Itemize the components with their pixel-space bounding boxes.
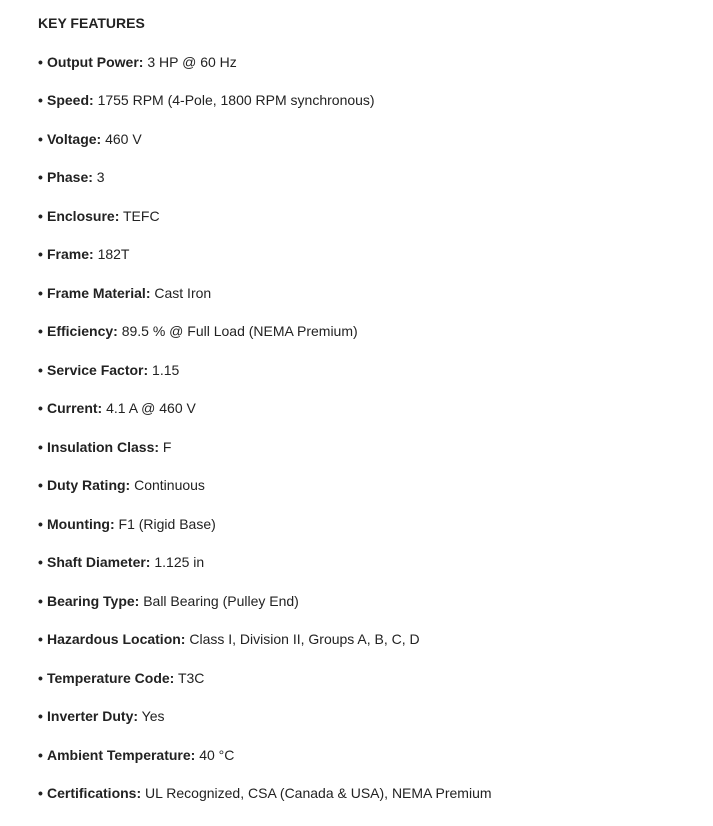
feature-item [38,630,713,669]
feature-label: Hazardous Location: [47,631,186,647]
feature-label: Duty Rating: [47,477,131,493]
bullet-marker: • [38,130,43,147]
feature-value: Ball Bearing (Pulley End) [139,592,299,609]
bullet-marker: • [38,631,43,647]
feature-value: F1 (Rigid Base) [114,515,216,532]
feature-label: Service Factor: [47,361,149,378]
feature-value: Yes [138,708,165,724]
feature-value: UL Recognized, CSA (Canada & USA), NEMA Premium [141,785,492,801]
feature-item [38,515,713,554]
feature-item [38,130,713,169]
bullet-marker: • [38,438,43,455]
bullet-marker: • [38,400,43,416]
feature-label: Bearing Type: [47,592,140,609]
feature-item [38,284,713,323]
feature-label: Frame: [47,246,94,262]
feature-value: 3 HP @ 60 Hz [143,53,237,70]
feature-label: Phase: [47,169,93,185]
bullet-marker: • [38,746,43,763]
bullet-marker: • [38,515,43,532]
feature-label: Shaft Diameter: [47,554,151,570]
feature-item [38,361,713,400]
feature-label: Certifications: [47,785,142,801]
feature-label: Enclosure: [47,207,120,224]
feature-item [38,746,713,785]
feature-item [38,207,713,246]
feature-item [38,438,713,477]
section-heading: KEY FEATURES [38,15,145,31]
feature-value: T3C [174,669,205,686]
feature-item [38,669,713,708]
feature-item [38,553,713,592]
feature-item [38,784,713,823]
feature-value: 1.15 [148,361,180,378]
feature-value: 3 [92,169,105,185]
bullet-marker: • [38,284,43,301]
feature-item [38,91,713,130]
feature-label: Inverter Duty: [47,708,139,724]
feature-value: 182T [93,246,130,262]
bullet-marker: • [38,207,43,224]
feature-label: Output Power: [47,53,144,70]
feature-value: 4.1 A @ 460 V [102,400,196,416]
feature-item [38,322,713,361]
feature-item [38,592,713,631]
bullet-marker: • [38,592,43,609]
feature-label: Ambient Temperature: [47,746,196,763]
feature-value: F [159,438,172,455]
feature-item [38,53,713,92]
feature-item [38,476,713,515]
feature-value: TEFC [119,207,160,224]
feature-label: Speed: [47,92,94,108]
feature-label: Insulation Class: [47,438,160,455]
bullet-marker: • [38,477,43,493]
feature-label: Voltage: [47,130,102,147]
feature-value: 89.5 % @ Full Load (NEMA Premium) [117,323,358,339]
feature-label: Temperature Code: [47,669,175,686]
bullet-marker: • [38,323,43,339]
bullet-marker: • [38,53,43,70]
feature-value: 40 °C [195,746,235,763]
feature-value: Cast Iron [150,284,212,301]
feature-item [38,707,713,746]
feature-value: Class I, Division II, Groups A, B, C, D [185,631,420,647]
feature-value: 1.125 in [150,554,205,570]
feature-item [38,399,713,438]
feature-value: 1755 RPM (4-Pole, 1800 RPM synchronous) [93,92,375,108]
bullet-marker: • [38,708,43,724]
feature-value: 460 V [101,130,142,147]
feature-item [38,245,713,284]
bullet-marker: • [38,669,43,686]
feature-value: Continuous [130,477,205,493]
bullet-marker: • [38,246,43,262]
feature-label: Mounting: [47,515,115,532]
bullet-marker: • [38,92,43,108]
feature-list [38,53,713,823]
feature-item [38,168,713,207]
bullet-marker: • [38,169,43,185]
feature-label: Efficiency: [47,323,118,339]
feature-label: Frame Material: [47,284,151,301]
bullet-marker: • [38,785,43,801]
bullet-marker: • [38,361,43,378]
feature-label: Current: [47,400,103,416]
bullet-marker: • [38,554,43,570]
